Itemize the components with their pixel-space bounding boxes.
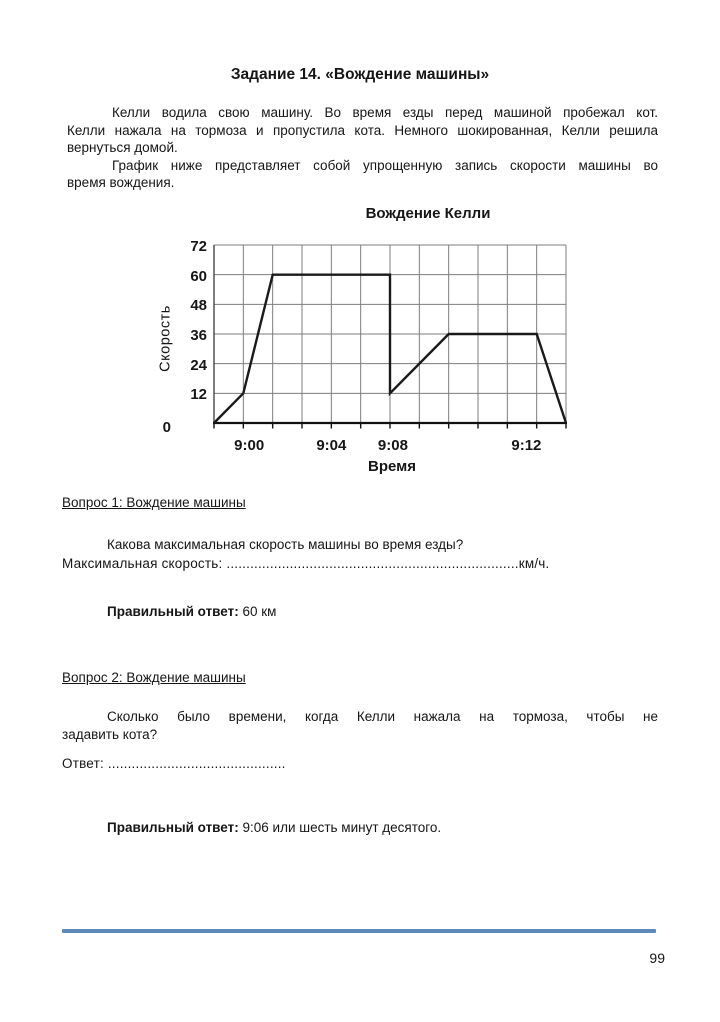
chart-origin-label: 0 bbox=[162, 419, 171, 436]
intro-line: время вождения. bbox=[67, 175, 175, 190]
x-tick-label: 9:08 bbox=[377, 437, 408, 454]
page-number: 99 bbox=[649, 950, 665, 966]
task-title: Задание 14. «Вождение машины» bbox=[230, 66, 490, 83]
chart-title: Вождение Келли bbox=[365, 205, 491, 222]
y-tick-label: 36 bbox=[190, 327, 207, 344]
question-2-heading: Вопрос 2: Вождение машины bbox=[62, 670, 246, 685]
y-tick-label: 48 bbox=[190, 297, 207, 315]
intro-line: Келли нажала на тормоза и пропустила кота. Немного шокированная, Келли решила bbox=[67, 122, 658, 138]
correct-answer-value: 9:06 или шесть минут десятого. bbox=[238, 820, 442, 835]
correct-answer-label: Правильный ответ: bbox=[107, 820, 239, 835]
y-tick-label: 72 bbox=[190, 238, 207, 255]
intro-line: вернуться домой. bbox=[67, 140, 178, 155]
question-1-correct-answer bbox=[107, 604, 276, 619]
question-2-answer-blank: Ответ: ............................................. bbox=[62, 756, 286, 771]
y-tick-label: 12 bbox=[190, 386, 207, 404]
question-1-answer-blank: Максимальная скорость: ..........................................................................км/ч. bbox=[62, 556, 550, 571]
x-tick-label: 9:04 bbox=[316, 437, 347, 454]
chart-y-axis-label: Скорость bbox=[157, 305, 174, 372]
question-2-text-line2: задавить кота? bbox=[62, 727, 158, 742]
question-1-heading: Вопрос 1: Вождение машины bbox=[62, 495, 246, 510]
footer-divider bbox=[62, 929, 656, 933]
intro-line: Келли водила свою машину. Во время езды перед машиной пробежал кот. bbox=[112, 105, 658, 120]
x-tick-label: 9:12 bbox=[511, 437, 542, 454]
intro-paragraphs bbox=[67, 104, 658, 192]
question-1-text: Какова максимальная скорость машины во время езды? bbox=[107, 537, 464, 552]
y-tick-label: 24 bbox=[190, 356, 207, 374]
correct-answer-value: 60 км bbox=[238, 604, 277, 619]
x-tick-label: 9:00 bbox=[234, 437, 265, 454]
chart-x-axis-label: Время bbox=[368, 458, 416, 475]
question-2-correct-answer bbox=[107, 820, 441, 835]
intro-line: График ниже представляет собой упрощенную запись скорости машины во bbox=[112, 157, 658, 173]
correct-answer-label: Правильный ответ: bbox=[107, 604, 239, 619]
y-tick-label: 60 bbox=[190, 267, 207, 285]
question-2-text-line1: Сколько было времени, когда Келли нажала на тормоза, чтобы не bbox=[107, 709, 658, 724]
speed-line-chart bbox=[212, 243, 570, 433]
